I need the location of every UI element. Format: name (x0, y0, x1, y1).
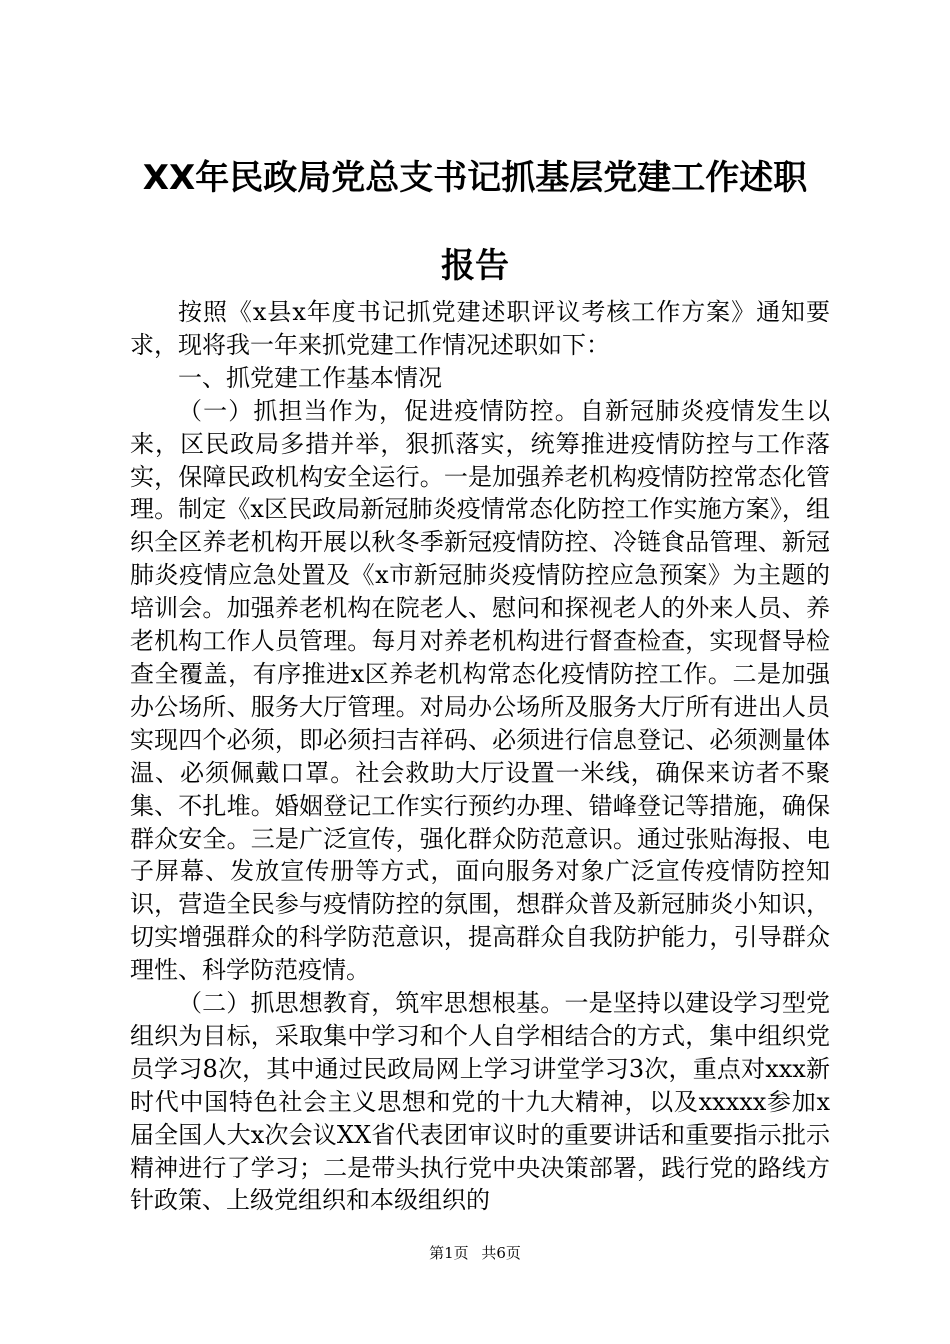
document-body (130, 296, 830, 1217)
section-heading: 一、抓党建工作基本情况 (178, 363, 442, 392)
page-total: 共6页 (481, 1244, 521, 1262)
paragraph-epidemic-prevention: （一）抓担当作为，促进疫情防控。自新冠肺炎疫情发生以来，区民政局多措并举，狠抓落实，统筹推进疫情防控与工作落实，保障民政机构安全运行。一是加强养老机构疫情防控常态化管理。制定《x区民政局新冠肺炎疫情常态化防控工作实施方案》，组织全区养老机构开展以秋冬季新冠疫情防控、冷链食品管理、新冠肺炎疫情应急处置及《x市新冠肺炎疫情防控应急预案》为主题的培训会。加强养老机构在院老人、慰问和探视老人的外来人员、养老机构工作人员管理。每月对养老机构进行督查检查，实现督导检查全覆盖，有序推进x区养老机构常态化疫情防控工作。二是加强办公场所、服务大厅管理。对局办公场所及服务大厅所有进出人员实现四个必须，即必须扫吉祥码、必须进行信息登记、必须测量体温、必须佩戴口罩。社会救助大厅设置一米线，确保来访者不聚集、不扎堆。婚姻登记工作实行预约办理、错峰登记等措施，确保群众安全。三是广泛宣传，强化群众防范意识。通过张贴海报、电子屏幕、发放宣传册等方式，面向服务对象广泛宣传疫情防控知识，营造全民参与疫情防控的氛围，想群众普及新冠肺炎小知识，切实增强群众的科学防范意识，提高群众自我防护能力，引导群众理性、科学防范疫情。 (130, 396, 830, 985)
paragraph-ideological-education: （二）抓思想教育，筑牢思想根基。一是坚持以建设学习型党组织为目标，采取集中学习和个人自学相结合的方式，集中组织党员学习8次，其中通过民政局网上学习讲堂学习3次，重点对xxx新时代中国特色社会主义思想和党的十九大精神，以及xxxxx参加x届全国人大x次会议XX省代表团审议时的重要讲话和重要指示批示精神进行了学习；二是带头执行党中央决策部署，践行党的路线方针政策、上级党组织和本级组织的 (130, 989, 830, 1215)
page-footer (0, 1243, 950, 1263)
page-number: 第1页 (429, 1244, 469, 1262)
document-title-line-1: XX年民政局党总支书记抓基层党建工作述职 (142, 158, 808, 198)
document-title-line-2: 报告 (441, 246, 509, 286)
paragraph-intro: 按照《x县x年度书记抓党建述职评议考核工作方案》通知要求，现将我一年来抓党建工作情况述职如下： (130, 298, 830, 359)
